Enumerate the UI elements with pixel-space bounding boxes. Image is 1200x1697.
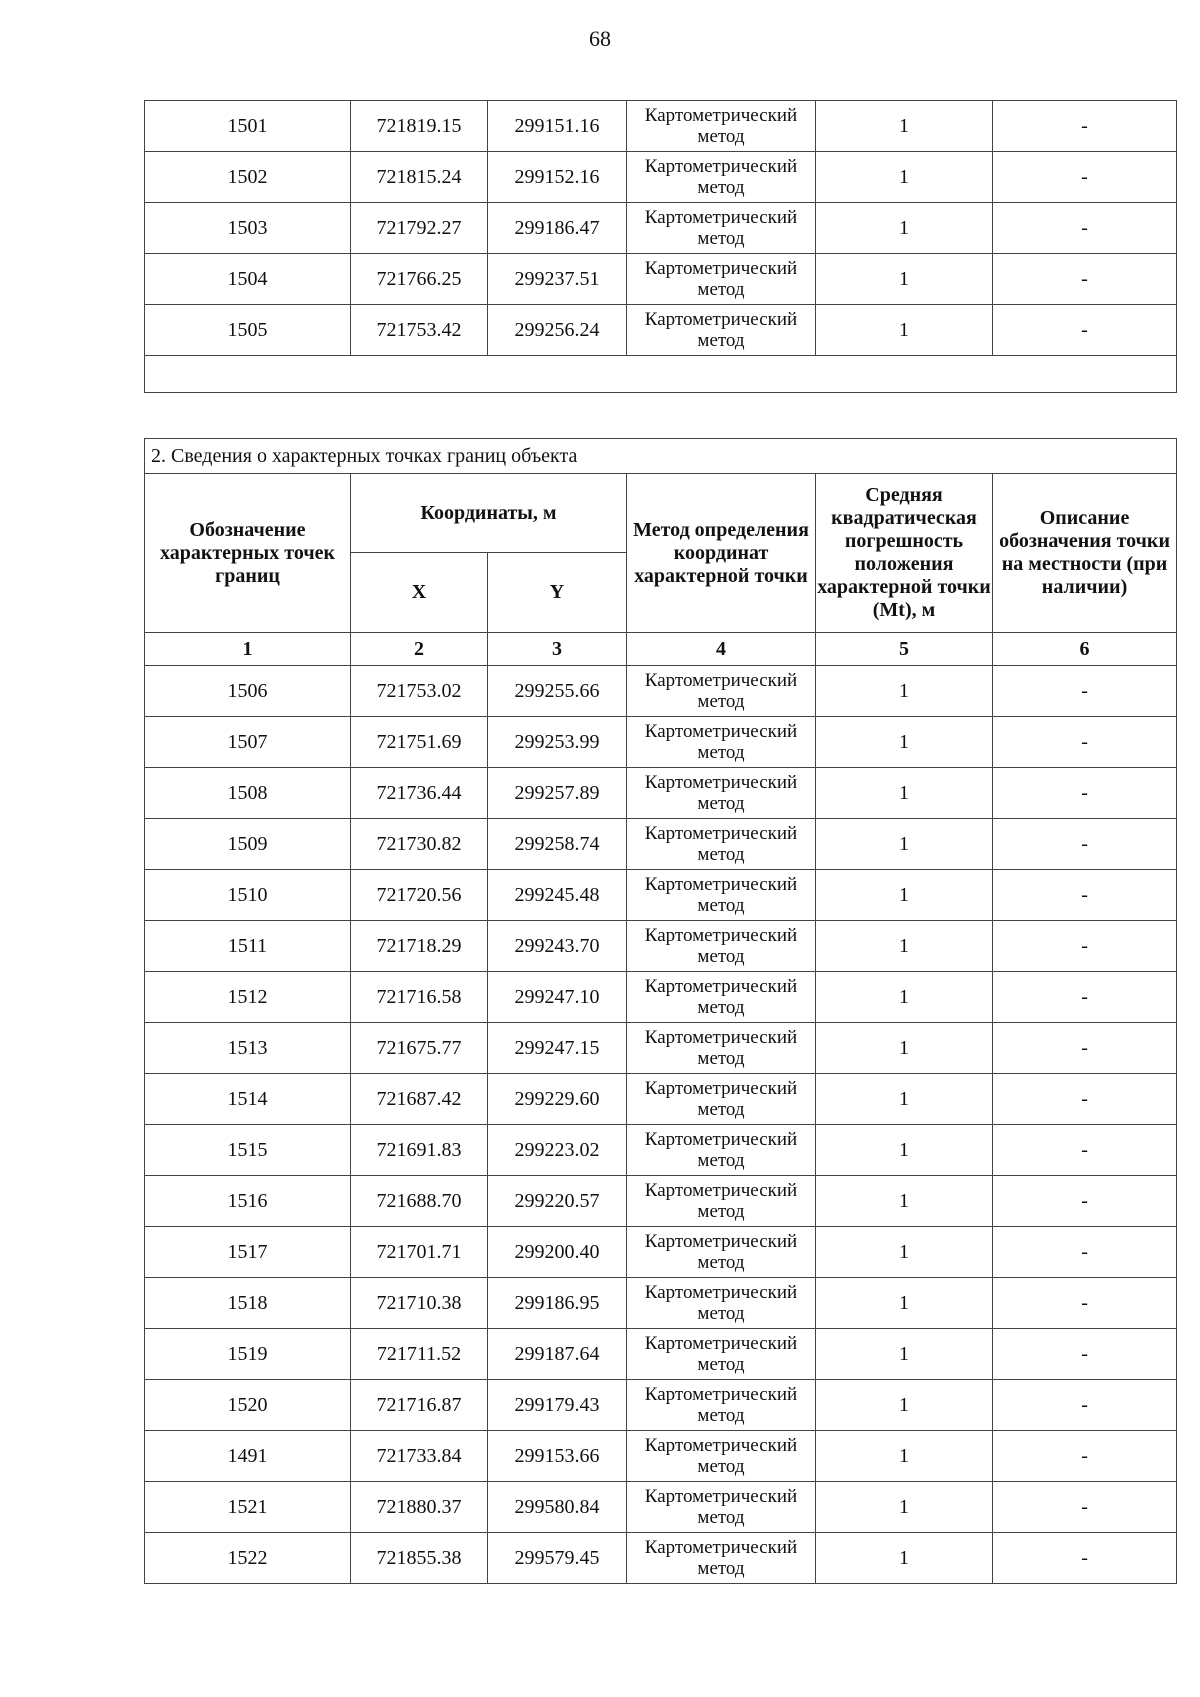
x-coordinate-cell: 721675.77 — [351, 1023, 488, 1074]
description-cell: - — [993, 1482, 1177, 1533]
table-row — [145, 1533, 1177, 1584]
table-row — [145, 717, 1177, 768]
method-cell: Картометрический метод — [627, 1176, 816, 1227]
header-coordinates: Координаты, м — [351, 474, 627, 553]
point-id-cell: 1521 — [145, 1482, 351, 1533]
x-coordinate-cell: 721766.25 — [351, 254, 488, 305]
table-row — [145, 1227, 1177, 1278]
method-cell: Картометрический метод — [627, 1533, 816, 1584]
y-coordinate-cell: 299245.48 — [488, 870, 627, 921]
method-cell: Картометрический метод — [627, 819, 816, 870]
mt-cell: 1 — [816, 717, 993, 768]
x-coordinate-cell: 721751.69 — [351, 717, 488, 768]
table-row — [145, 152, 1177, 203]
point-id-cell: 1510 — [145, 870, 351, 921]
boundary-points-table — [144, 438, 1177, 1584]
mt-cell: 1 — [816, 768, 993, 819]
method-cell: Картометрический метод — [627, 101, 816, 152]
y-coordinate-cell: 299186.47 — [488, 203, 627, 254]
x-coordinate-cell: 721753.42 — [351, 305, 488, 356]
x-coordinate-cell: 721720.56 — [351, 870, 488, 921]
y-coordinate-cell: 299247.15 — [488, 1023, 627, 1074]
page-number: 68 — [589, 26, 611, 51]
table-row — [145, 1431, 1177, 1482]
header-mt: Средняя квадратическая погрешность положения характерной точки (Mt), м — [816, 474, 993, 633]
x-coordinate-cell: 721701.71 — [351, 1227, 488, 1278]
y-coordinate-cell: 299237.51 — [488, 254, 627, 305]
mt-cell: 1 — [816, 1380, 993, 1431]
mt-cell: 1 — [816, 152, 993, 203]
x-coordinate-cell: 721753.02 — [351, 666, 488, 717]
method-cell: Картометрический метод — [627, 1074, 816, 1125]
point-id-cell: 1513 — [145, 1023, 351, 1074]
description-cell: - — [993, 717, 1177, 768]
point-id-cell: 1502 — [145, 152, 351, 203]
mt-cell: 1 — [816, 1431, 993, 1482]
y-coordinate-cell: 299243.70 — [488, 921, 627, 972]
table-row — [145, 1176, 1177, 1227]
y-coordinate-cell: 299152.16 — [488, 152, 627, 203]
method-cell: Картометрический метод — [627, 1482, 816, 1533]
table-row — [145, 1329, 1177, 1380]
method-cell: Картометрический метод — [627, 1329, 816, 1380]
table1-body — [145, 101, 1177, 356]
description-cell: - — [993, 203, 1177, 254]
x-coordinate-cell: 721691.83 — [351, 1125, 488, 1176]
table-row — [145, 305, 1177, 356]
method-cell: Картометрический метод — [627, 768, 816, 819]
point-id-cell: 1504 — [145, 254, 351, 305]
y-coordinate-cell: 299258.74 — [488, 819, 627, 870]
method-cell: Картометрический метод — [627, 870, 816, 921]
method-cell: Картометрический метод — [627, 717, 816, 768]
y-coordinate-cell: 299580.84 — [488, 1482, 627, 1533]
method-cell: Картометрический метод — [627, 921, 816, 972]
mt-cell: 1 — [816, 1074, 993, 1125]
x-coordinate-cell: 721733.84 — [351, 1431, 488, 1482]
description-cell: - — [993, 1329, 1177, 1380]
method-cell: Картометрический метод — [627, 1227, 816, 1278]
point-id-cell: 1514 — [145, 1074, 351, 1125]
header-designation: Обозначение характерных точек границ — [145, 474, 351, 633]
table-row — [145, 921, 1177, 972]
point-id-cell: 1506 — [145, 666, 351, 717]
y-coordinate-cell: 299200.40 — [488, 1227, 627, 1278]
y-coordinate-cell: 299187.64 — [488, 1329, 627, 1380]
x-coordinate-cell: 721736.44 — [351, 768, 488, 819]
description-cell: - — [993, 1380, 1177, 1431]
mt-cell: 1 — [816, 819, 993, 870]
x-coordinate-cell: 721710.38 — [351, 1278, 488, 1329]
mt-cell: 1 — [816, 203, 993, 254]
table-row — [145, 1023, 1177, 1074]
description-cell: - — [993, 870, 1177, 921]
y-coordinate-cell: 299223.02 — [488, 1125, 627, 1176]
x-coordinate-cell: 721718.29 — [351, 921, 488, 972]
point-id-cell: 1516 — [145, 1176, 351, 1227]
method-cell: Картометрический метод — [627, 1023, 816, 1074]
y-coordinate-cell: 299253.99 — [488, 717, 627, 768]
description-cell: - — [993, 1074, 1177, 1125]
column-number: 1 — [145, 633, 351, 666]
point-id-cell: 1491 — [145, 1431, 351, 1482]
x-coordinate-cell: 721792.27 — [351, 203, 488, 254]
description-cell: - — [993, 921, 1177, 972]
point-id-cell: 1508 — [145, 768, 351, 819]
y-coordinate-cell: 299247.10 — [488, 972, 627, 1023]
section-title-row — [145, 439, 1177, 474]
description-cell: - — [993, 972, 1177, 1023]
description-cell: - — [993, 254, 1177, 305]
y-coordinate-cell: 299186.95 — [488, 1278, 627, 1329]
description-cell: - — [993, 305, 1177, 356]
y-coordinate-cell: 299229.60 — [488, 1074, 627, 1125]
blank-cell — [145, 356, 1177, 393]
point-id-cell: 1517 — [145, 1227, 351, 1278]
table-row — [145, 254, 1177, 305]
description-cell: - — [993, 152, 1177, 203]
table-row — [145, 1278, 1177, 1329]
x-coordinate-cell: 721716.58 — [351, 972, 488, 1023]
x-coordinate-cell: 721688.70 — [351, 1176, 488, 1227]
mt-cell: 1 — [816, 1227, 993, 1278]
method-cell: Картометрический метод — [627, 203, 816, 254]
mt-cell: 1 — [816, 666, 993, 717]
description-cell: - — [993, 1227, 1177, 1278]
point-id-cell: 1503 — [145, 203, 351, 254]
mt-cell: 1 — [816, 1329, 993, 1380]
mt-cell: 1 — [816, 305, 993, 356]
mt-cell: 1 — [816, 972, 993, 1023]
mt-cell: 1 — [816, 101, 993, 152]
y-coordinate-cell: 299179.43 — [488, 1380, 627, 1431]
header-x: X — [351, 553, 488, 633]
column-numbers-row — [145, 633, 1177, 666]
x-coordinate-cell: 721855.38 — [351, 1533, 488, 1584]
description-cell: - — [993, 666, 1177, 717]
description-cell: - — [993, 101, 1177, 152]
method-cell: Картометрический метод — [627, 666, 816, 717]
method-cell: Картометрический метод — [627, 254, 816, 305]
point-id-cell: 1511 — [145, 921, 351, 972]
method-cell: Картометрический метод — [627, 1278, 816, 1329]
mt-cell: 1 — [816, 1482, 993, 1533]
x-coordinate-cell: 721880.37 — [351, 1482, 488, 1533]
description-cell: - — [993, 1533, 1177, 1584]
description-cell: - — [993, 1431, 1177, 1482]
table-row — [145, 101, 1177, 152]
table-row — [145, 972, 1177, 1023]
x-coordinate-cell: 721711.52 — [351, 1329, 488, 1380]
table-row — [145, 819, 1177, 870]
description-cell: - — [993, 1176, 1177, 1227]
table-row — [145, 1380, 1177, 1431]
x-coordinate-cell: 721815.24 — [351, 152, 488, 203]
table-row — [145, 666, 1177, 717]
table-row — [145, 768, 1177, 819]
header-y: Y — [488, 553, 627, 633]
header-row — [145, 474, 1177, 553]
table2-body — [145, 666, 1177, 1584]
table-row — [145, 870, 1177, 921]
table-row — [145, 1074, 1177, 1125]
y-coordinate-cell: 299153.66 — [488, 1431, 627, 1482]
point-id-cell: 1518 — [145, 1278, 351, 1329]
method-cell: Картометрический метод — [627, 1431, 816, 1482]
y-coordinate-cell: 299220.57 — [488, 1176, 627, 1227]
column-number: 4 — [627, 633, 816, 666]
column-number: 3 — [488, 633, 627, 666]
mt-cell: 1 — [816, 1176, 993, 1227]
boundary-points-table-continued — [144, 100, 1177, 393]
point-id-cell: 1520 — [145, 1380, 351, 1431]
mt-cell: 1 — [816, 1278, 993, 1329]
mt-cell: 1 — [816, 1023, 993, 1074]
x-coordinate-cell: 721716.87 — [351, 1380, 488, 1431]
mt-cell: 1 — [816, 1533, 993, 1584]
method-cell: Картометрический метод — [627, 972, 816, 1023]
x-coordinate-cell: 721687.42 — [351, 1074, 488, 1125]
description-cell: - — [993, 1023, 1177, 1074]
mt-cell: 1 — [816, 254, 993, 305]
point-id-cell: 1512 — [145, 972, 351, 1023]
table-row — [145, 203, 1177, 254]
description-cell: - — [993, 768, 1177, 819]
column-number: 6 — [993, 633, 1177, 666]
mt-cell: 1 — [816, 921, 993, 972]
method-cell: Картометрический метод — [627, 152, 816, 203]
point-id-cell: 1501 — [145, 101, 351, 152]
header-method: Метод определения координат характерной точки — [627, 474, 816, 633]
column-number: 2 — [351, 633, 488, 666]
point-id-cell: 1522 — [145, 1533, 351, 1584]
method-cell: Картометрический метод — [627, 1380, 816, 1431]
point-id-cell: 1509 — [145, 819, 351, 870]
y-coordinate-cell: 299255.66 — [488, 666, 627, 717]
y-coordinate-cell: 299257.89 — [488, 768, 627, 819]
point-id-cell: 1515 — [145, 1125, 351, 1176]
point-id-cell: 1505 — [145, 305, 351, 356]
description-cell: - — [993, 1125, 1177, 1176]
table1-blank-row — [145, 356, 1177, 393]
method-cell: Картометрический метод — [627, 1125, 816, 1176]
y-coordinate-cell: 299151.16 — [488, 101, 627, 152]
point-id-cell: 1519 — [145, 1329, 351, 1380]
table-row — [145, 1482, 1177, 1533]
method-cell: Картометрический метод — [627, 305, 816, 356]
description-cell: - — [993, 1278, 1177, 1329]
x-coordinate-cell: 721819.15 — [351, 101, 488, 152]
header-description: Описание обозначения точки на местности (при наличии) — [993, 474, 1177, 633]
table-row — [145, 1125, 1177, 1176]
column-number: 5 — [816, 633, 993, 666]
section-title: 2. Сведения о характерных точках границ объекта — [145, 439, 1177, 474]
y-coordinate-cell: 299256.24 — [488, 305, 627, 356]
y-coordinate-cell: 299579.45 — [488, 1533, 627, 1584]
point-id-cell: 1507 — [145, 717, 351, 768]
x-coordinate-cell: 721730.82 — [351, 819, 488, 870]
mt-cell: 1 — [816, 1125, 993, 1176]
description-cell: - — [993, 819, 1177, 870]
mt-cell: 1 — [816, 870, 993, 921]
